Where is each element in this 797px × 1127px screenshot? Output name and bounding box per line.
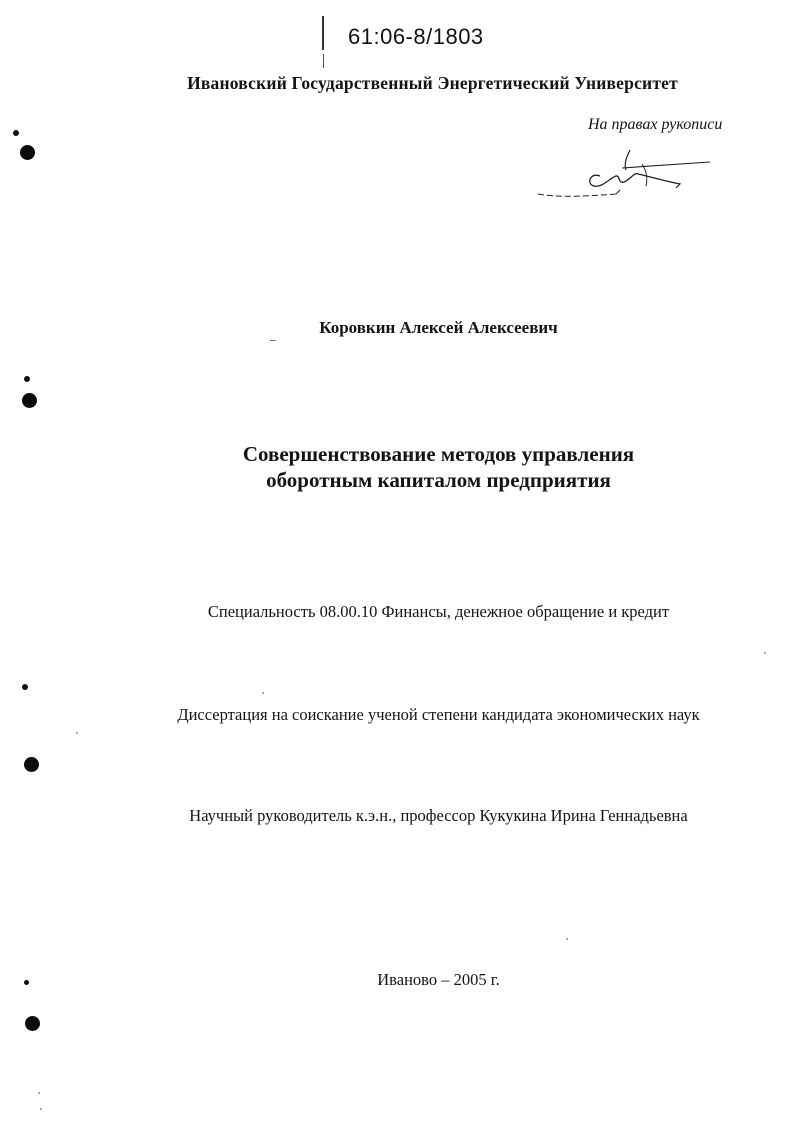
handwritten-signature-icon	[530, 146, 720, 208]
scan-dust	[76, 732, 78, 734]
stamp-mark	[322, 16, 324, 50]
specialty: Специальность 08.00.10 Финансы, денежное обращение и кредит	[207, 602, 670, 621]
dissertation-title-line-1: Совершенствование методов управления	[242, 442, 635, 466]
archive-code: 61:06-8/1803	[348, 24, 484, 49]
stamp-mark	[323, 54, 324, 68]
scan-dust	[38, 1092, 40, 1094]
manuscript-note: На правах рукописи	[588, 116, 723, 133]
scientific-supervisor: Научный руководитель к.э.н., профессор Кукукина Ирина Геннадьевна	[189, 806, 688, 825]
scan-speck	[13, 130, 19, 136]
dissertation-title-line-2: оборотным капиталом предприятия	[266, 468, 611, 492]
scan-speck	[22, 684, 28, 690]
scan-dust	[40, 1108, 42, 1110]
place-and-year: Иваново – 2005 г.	[377, 970, 500, 989]
scan-speck	[24, 980, 29, 985]
author-name: Коровкин Алексей Алексеевич	[319, 318, 558, 337]
punch-hole-icon	[22, 393, 37, 408]
scan-dust	[566, 938, 568, 940]
punch-hole-icon	[20, 145, 35, 160]
degree-statement: Диссертация на соискание ученой степени кандидата экономических наук	[177, 705, 700, 724]
punch-hole-icon	[25, 1016, 40, 1031]
university-name: Ивановский Государственный Энергетический Университет	[187, 73, 678, 93]
scan-mark	[270, 340, 276, 341]
scan-dust	[764, 652, 766, 654]
scan-speck	[24, 376, 30, 382]
scan-dust	[262, 692, 264, 694]
punch-hole-icon	[24, 757, 39, 772]
